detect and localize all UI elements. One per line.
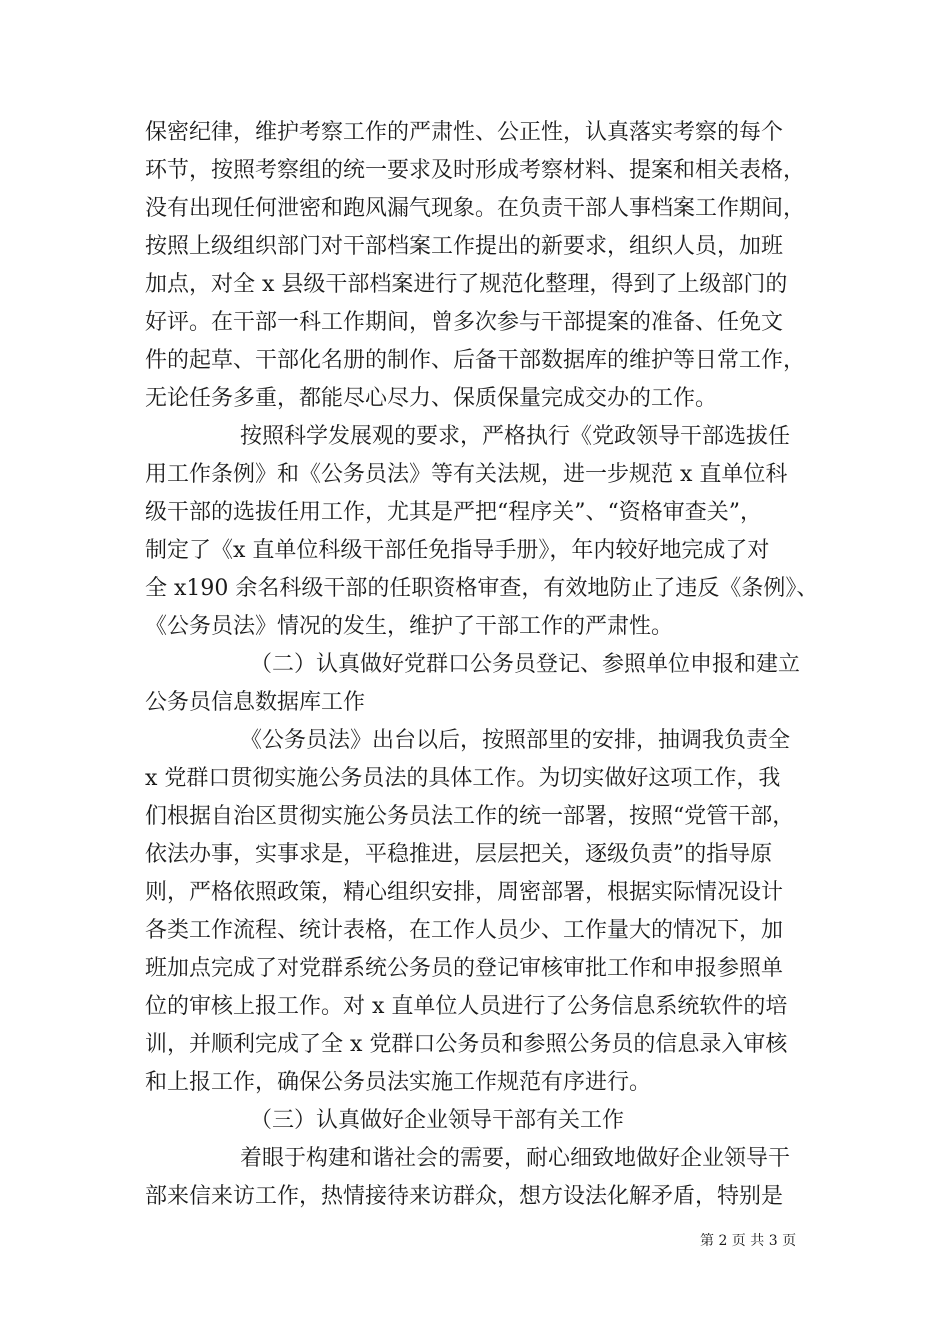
text-line: 位的审核上报工作。对 x 直单位人员进行了公务信息系统软件的培 [145,994,788,1019]
text-line: 们根据自治区贯彻实施公务员法工作的统一部署，按照“党管干部， [145,804,795,829]
text-line: 部来信来访工作，热情接待来访群众，想方设法化解矛盾，特别是 [145,1184,784,1209]
text-line: 保密纪律，维护考察工作的严肃性、公正性，认真落实考察的每个 [145,120,784,145]
text-line: 依法办事，实事求是，平稳推进，层层把关，逐级负责”的指导原 [145,842,773,867]
text-line: 各类工作流程、统计表格，在工作人员少、工作量大的情况下，加 [145,918,784,943]
text-line: 好评。在干部一科工作期间，曾多次参与干部提案的准备、任免文 [145,310,784,335]
paragraph-start-line: 着眼于构建和谐社会的需要，耐心细致地做好企业领导干 [240,1146,791,1171]
text-line: 环节，按照考察组的统一要求及时形成考察材料、提案和相关表格， [145,158,806,183]
section-heading-2: （二）认真做好党群口公务员登记、参照单位申报和建立 [250,652,801,677]
text-line: 没有出现任何泄密和跑风漏气现象。在负责干部人事档案工作期间， [145,196,806,221]
text-line: 按照上级组织部门对干部档案工作提出的新要求，组织人员，加班 [145,234,784,259]
text-line: 班加点完成了对党群系统公务员的登记审核审批工作和申报参照单 [145,956,784,981]
text-line: 则，严格依照政策，精心组织安排，周密部署，根据实际情况设计 [145,880,784,905]
page-number-footer: 第 2 页 共 3 页 [700,1233,797,1249]
text-line: 加点，对全 x 县级干部档案进行了规范化整理，得到了上级部门的 [145,272,788,297]
text-line: 件的起草、干部化名册的制作、后备干部数据库的维护等日常工作， [145,348,806,373]
text-line: 和上报工作，确保公务员法实施工作规范有序进行。 [145,1070,652,1095]
text-line: 级干部的选拔任用工作，尤其是严把“程序关”、“资格审查关”， [145,500,762,525]
text-line: 无论任务多重，都能尽心尽力、保质保量完成交办的工作。 [145,386,718,411]
text-line: 训，并顺利完成了全 x 党群口公务员和参照公务员的信息录入审核 [145,1032,788,1057]
text-line: 用工作条例》和《公务员法》等有关法规，进一步规范 x 直单位科 [145,462,788,487]
text-line: x 党群口贯彻实施公务员法的具体工作。为切实做好这项工作，我 [145,766,781,791]
text-line: 制定了《x 直单位科级干部任免指导手册》，年内较好地完成了对 [145,538,770,563]
paragraph-start-line: 按照科学发展观的要求，严格执行《党政领导干部选拔任 [240,424,791,449]
section-heading-3: （三）认真做好企业领导干部有关工作 [250,1108,625,1133]
paragraph-start-line: 《公务员法》出台以后，按照部里的安排，抽调我负责全 [240,728,791,753]
text-line: 《公务员法》情况的发生，维护了干部工作的严肃性。 [145,614,674,639]
section-heading-2-cont: 公务员信息数据库工作 [145,690,366,715]
text-line: 全 x190 余名科级干部的任职资格审查，有效地防止了违反《条例》、 [145,576,819,601]
